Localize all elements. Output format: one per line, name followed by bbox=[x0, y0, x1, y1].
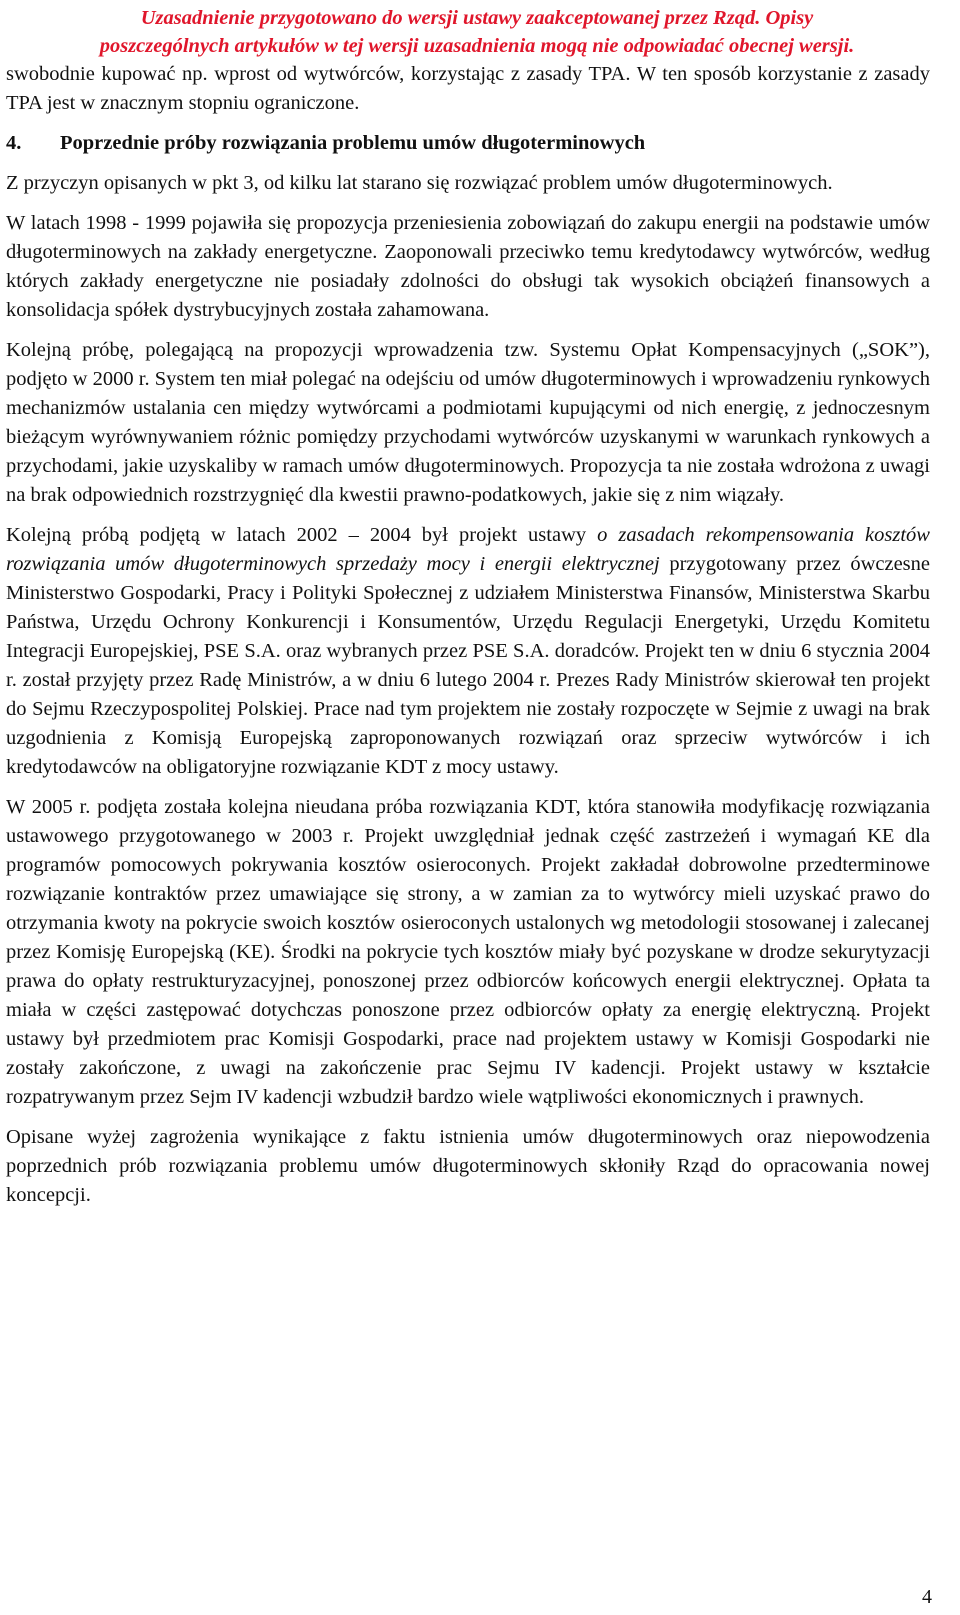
notice-line-2: poszczególnych artykułów w tej wersji uzasadnienia mogą nie odpowiadać obecnej wersji. bbox=[99, 35, 855, 57]
paragraph-4-end: przygotowany przez ówczesne Ministerstwo Gospodarki, Pracy i Polityki Społecznej z udziałem Ministerstwa Finansów, Ministerstwa Skarbu Państwa, Urzędu Ochrony Konkurencji i Konsumentów, Urzędu Regulacji Energetyki, Urzędu Komitetu Integracji Europejskiej, PSE S.A. oraz wybranych przez PSE S.A. doradców. Projekt ten w dniu 6 stycznia 2004 r. został przyjęty przez Radę Ministrów, a w dniu 6 lutego 2004 r. Prezes Rady Ministrów skierował ten projekt do Sejmu Rzeczypospolitej Polskiej. Prace nad tym projektem nie zostały rozpoczęte w Sejmie z uwagi na brak uzgodnienia z Komisją Europejską zaproponowanych rozwiązań oraz sprzeciw wytwórców i ich kredytodawców na obligatoryjne rozwiązanie KDT z mocy ustawy. bbox=[6, 553, 930, 778]
paragraph-1: Z przyczyn opisanych w pkt 3, od kilku lat starano się rozwiązać problem umów długoterminowych. bbox=[6, 172, 833, 194]
paragraph-2: W latach 1998 - 1999 pojawiła się propozycja przeniesienia zobowiązań do zakupu energii na podstawie umów długoterminowych na zakłady energetyczne. Zaoponowali przeciwko temu kredytodawcy wytwórców, według których zakłady energetyczne nie posiadały zdolności do obsługi tak wysokich obciążeń finansowych a konsolidacja spółek dystrybucyjnych została zahamowana. bbox=[6, 212, 930, 321]
page-number: 4 bbox=[922, 1586, 932, 1608]
section-heading bbox=[6, 129, 930, 158]
paragraph-5: W 2005 r. podjęta została kolejna nieudana próba rozwiązania KDT, która stanowiła modyfikację rozwiązania ustawowego przygotowanego w 2003 r. Projekt uwzględniał jednak część zastrzeżeń i wymagań KE dla programów pomocowych pokrywania kosztów osieroconych. Projekt zakładał dobrowolne przedterminowe rozwiązanie kontraktów przez umawiające się strony, a w zamian za to wytwórcy mieli uzyskać prawo do otrzymania kwoty na pokrycie swoich kosztów osieroconych ustalonych wg metodologii stosowanej i zalecanej przez Komisję Europejską (KE). Środki na pokrycie tych kosztów miały być pozyskane w drodze sekurytyzacji prawa do opłaty restrukturyzacyjnej, ponoszonej przez odbiorców końcowych energii elektrycznej. Opłata ta miała w części zastępować dotychczas ponoszone przez odbiorców opłaty za energię elektryczną. Projekt ustawy był przedmiotem prac Komisji Gospodarki, prace nad projektem ustawy w Komisji Gospodarki nie zostały zakończone, z uwagi na zakończenie prac Sejmu IV kadencji. Projekt ustawy w kształcie rozpatrywanym przez Sejm IV kadencji wzbudził bardzo wiele wątpliwości ekonomicznych i prawnych. bbox=[6, 796, 930, 1108]
notice-line-1: Uzasadnienie przygotowano do wersji ustawy zaakceptowanej przez Rząd. Opisy bbox=[140, 7, 814, 29]
document-body bbox=[6, 60, 930, 1221]
intro-continuation-paragraph: swobodnie kupować np. wprost od wytwórców, korzystając z zasady TPA. W ten sposób korzystanie z zasady TPA jest w znacznym stopniu ograniczone. bbox=[6, 63, 930, 114]
draft-version-notice bbox=[6, 4, 948, 60]
paragraph-4 bbox=[6, 521, 930, 782]
paragraph-4-start: Kolejną próbą podjętą w latach 2002 – 2004 był projekt ustawy bbox=[6, 524, 598, 546]
section-title: Poprzednie próby rozwiązania problemu umów długoterminowych bbox=[60, 132, 646, 154]
paragraph-3: Kolejną próbę, polegającą na propozycji wprowadzenia tzw. Systemu Opłat Kompensacyjnych („SOK”), podjęto w 2000 r. System ten miał polegać na odejściu od umów długoterminowych i wprowadzeniu rynkowych mechanizmów ustalania cen między wytwórcami a podmiotami kupującymi od nich energię, z jednoczesnym bieżącym wyrównywaniem różnic pomiędzy przychodami wytwórców uzyskanymi w warunkach rynkowych a przychodami, jakie uzyskaliby w ramach umów długoterminowych. Propozycja ta nie została wdrożona z uwagi na brak odpowiednich rozstrzygnięć dla kwestii prawno-podatkowych, jakie się z nim wiązały. bbox=[6, 339, 930, 506]
paragraph-4-act-title: o zasadach rekompensowania kosztów rozwiązania umów długoterminowych sprzedaży mocy i energii elektrycznej bbox=[6, 524, 930, 575]
section-number: 4. bbox=[6, 132, 22, 154]
paragraph-6: Opisane wyżej zagrożenia wynikające z faktu istnienia umów długoterminowych oraz niepowodzenia poprzednich prób rozwiązania problemu umów długoterminowych skłoniły Rząd do opracowania nowej koncepcji. bbox=[6, 1126, 930, 1206]
